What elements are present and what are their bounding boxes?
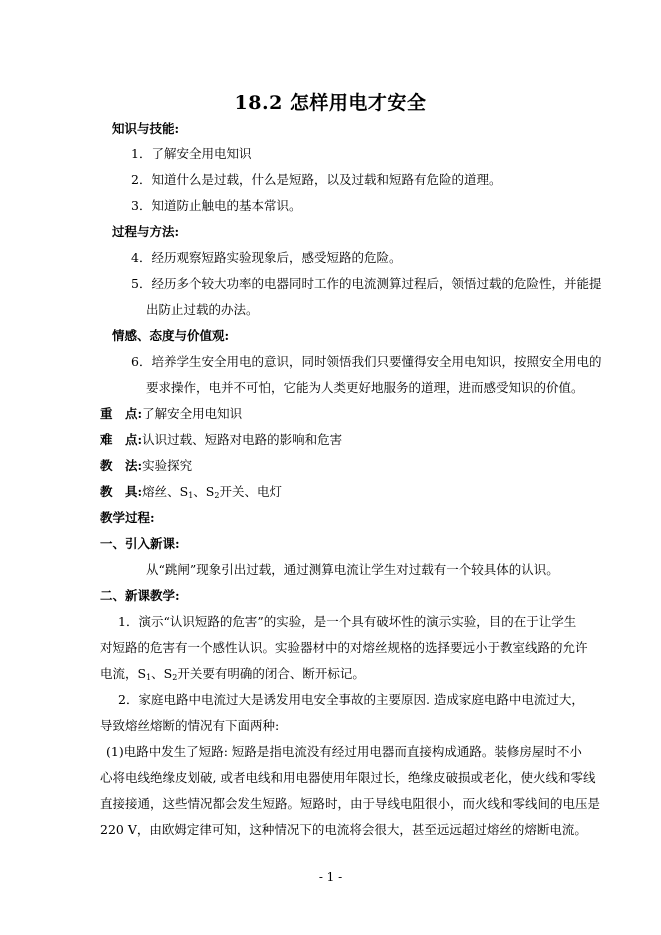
objective-item-continued: 出防止过载的办法。 bbox=[146, 302, 259, 317]
objective-item: 4．经历观察短路实验现象后，感受短路的危险。 bbox=[131, 250, 402, 265]
key-points-row bbox=[100, 406, 242, 422]
objective-item: 6．培养学生安全用电的意识，同时领悟我们只要懂得安全用电知识，按照安全用电的 bbox=[131, 354, 602, 369]
paragraph-line: 心将电线绝缘皮划破, 或者电线和用电器使用年限过长，绝缘皮破损或老化，使火线和零线 bbox=[100, 770, 596, 785]
paragraph-line: (1)电路中发生了短路: 短路是指电流没有经过用电器而直接构成通路。装修房屋时不小 bbox=[106, 744, 582, 759]
difficulty-label: 难 点: bbox=[100, 432, 143, 447]
new-lesson-heading: 二、新课教学: bbox=[100, 588, 180, 603]
page-title: 18.2 怎样用电才安全 bbox=[234, 92, 427, 114]
objective-item-continued: 要求操作，电并不可怕，它能为人类更好地服务的道理，进而感受知识的价值。 bbox=[146, 380, 584, 395]
process-heading: 教学过程: bbox=[100, 510, 155, 525]
text-segment: 开关要有明确的闭合、断开标记。 bbox=[177, 666, 365, 681]
tools-label: 教 具: bbox=[100, 484, 143, 499]
tools-text-after: 开关、电灯 bbox=[219, 484, 282, 499]
paragraph-line: 导致熔丝熔断的情况有下面两种: bbox=[100, 718, 280, 733]
intro-text: 从“跳闸”现象引出过载，通过测算电流让学生对过载有一个较具体的认识。 bbox=[146, 562, 559, 577]
page-number: - 1 - bbox=[318, 870, 343, 884]
section-heading-knowledge: 知识与技能: bbox=[112, 121, 180, 136]
paragraph-line: 1．演示“认识短路的危害”的实验，是一个具有破坏性的演示实验，目的在于让学生 bbox=[118, 614, 577, 629]
paragraph-line: 220 V，由欧姆定律可知，这种情况下的电流将会很大，甚至远远超过熔丝的熔断电流。 bbox=[100, 822, 587, 837]
key-points-label: 重 点: bbox=[100, 406, 143, 421]
method-row bbox=[100, 458, 192, 474]
paragraph-line: 2．家庭电路中电流过大是诱发用电安全事故的主要原因. 造成家庭电路中电流过大， bbox=[118, 692, 584, 707]
subscript: 2 bbox=[172, 673, 178, 682]
paragraph-line bbox=[100, 666, 365, 686]
method-label: 教 法: bbox=[100, 458, 143, 473]
tools-row bbox=[100, 484, 282, 504]
text-segment: 、S bbox=[151, 666, 173, 681]
objective-item: 1．了解安全用电知识 bbox=[131, 146, 252, 161]
objective-item: 2．知道什么是过载，什么是短路，以及过载和短路有危险的道理。 bbox=[131, 172, 502, 187]
method-text: 实验探究 bbox=[142, 458, 193, 473]
tools-text-before: 熔丝、S bbox=[142, 484, 189, 499]
tools-subscript-2: 2 bbox=[214, 491, 220, 500]
intro-heading: 一、引入新课: bbox=[100, 536, 180, 551]
difficulty-row bbox=[100, 432, 342, 448]
tools-text-mid: 、S bbox=[193, 484, 215, 499]
tools-subscript-1: 1 bbox=[188, 491, 194, 500]
section-heading-emotion: 情感、态度与价值观: bbox=[112, 328, 230, 343]
subscript: 1 bbox=[146, 673, 152, 682]
key-points-text: 了解安全用电知识 bbox=[142, 406, 243, 421]
paragraph-line: 对短路的危害有一个感性认识。实验器材中的对熔丝规格的选择要远小于教室线路的允许 bbox=[100, 640, 588, 655]
objective-item: 3．知道防止触电的基本常识。 bbox=[131, 198, 302, 213]
text-segment: 电流，S bbox=[100, 666, 147, 681]
section-heading-process: 过程与方法: bbox=[112, 224, 180, 239]
difficulty-text: 认识过载、短路对电路的影响和危害 bbox=[142, 432, 343, 447]
paragraph-line: 直接接通，这些情况都会发生短路。短路时，由于导线电阻很小，而火线和零线间的电压是 bbox=[100, 796, 601, 811]
objective-item: 5．经历多个较大功率的电器同时工作的电流测算过程后，领悟过载的危险性，并能提 bbox=[131, 276, 602, 291]
